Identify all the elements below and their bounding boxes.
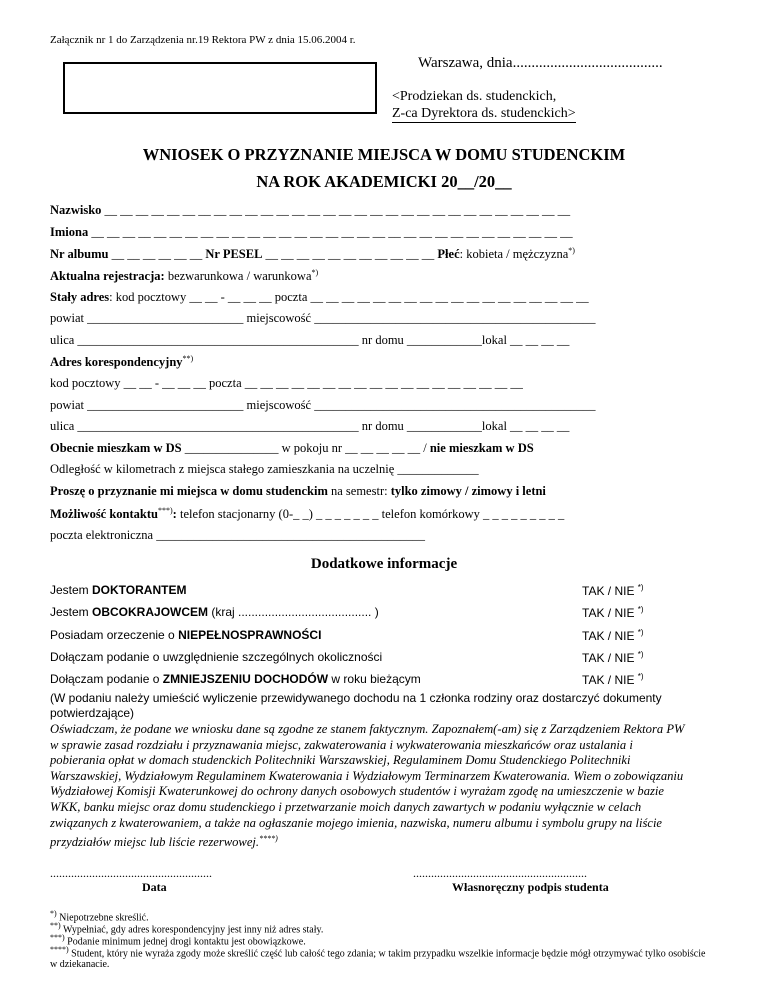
yes-no-option[interactable]: TAK / NIE <box>582 584 638 598</box>
stamp-box[interactable] <box>63 62 377 114</box>
names-row[interactable] <box>50 225 573 240</box>
income-reduction-label: ZMNIEJSZENIU DOCHODÓW <box>162 672 329 686</box>
footnote-text: Wypełniać, gdy adres korespondencyjny jest inny niż adres stały. <box>60 924 324 936</box>
date-label: Data <box>142 880 167 894</box>
permanent-street-row[interactable]: ulica _____________________________________________ nr domu ____________lokal __ __ __ __ <box>50 333 570 347</box>
permanent-postal-field[interactable]: : kod pocztowy __ __ - __ __ __ poczta __ __ __ __ __ __ __ __ __ __ __ __ __ __ __ __ __ __ <box>109 290 589 304</box>
ids-row[interactable] <box>50 246 575 262</box>
contact-label: Możliwość kontaktu <box>50 507 158 522</box>
sex-options[interactable]: : kobieta / mężczyzna <box>459 247 569 262</box>
footnote-mark: *) <box>568 246 575 255</box>
disability-label: NIEPEŁNOSPRAWNOŚCI <box>178 628 322 642</box>
semester-options[interactable]: tylko zimowy / zimowy i letni <box>390 484 546 498</box>
footnote-4 <box>50 944 710 970</box>
row-label: Dołączam podanie o <box>50 672 163 686</box>
date-line[interactable]: ...................................................... <box>50 866 212 880</box>
footnote-mark: *) <box>637 650 644 659</box>
correspondence-address-heading <box>50 354 193 370</box>
additional-info-heading: Dodatkowe informacje <box>310 556 458 572</box>
footnote-mark: **) <box>50 921 61 930</box>
attachment-note: Załącznik nr 1 do Zarządzenia nr.19 Rektora PW z dnia 15.06.2004 r. <box>50 34 356 46</box>
country-field[interactable]: (kraj ........................................ ) <box>208 605 379 619</box>
income-reduction-answer[interactable] <box>582 672 644 687</box>
yes-no-option[interactable]: TAK / NIE <box>582 629 638 643</box>
form-title-line-2: NA ROK AKADEMICKI 20__/20__ <box>256 172 512 191</box>
request-label: Proszę o przyznanie mi miejsca w domu studenckim <box>50 484 328 498</box>
footnote-mark: *) <box>637 605 644 614</box>
phone-fields[interactable]: telefon stacjonarny (0-_ _) _ _ _ _ _ _ _ telefon komórkowy _ _ _ _ _ _ _ _ _ <box>176 507 565 522</box>
semester-row[interactable] <box>50 484 546 499</box>
yes-no-option[interactable]: TAK / NIE <box>582 606 638 620</box>
foreigner-answer[interactable] <box>582 605 644 620</box>
footnote-mark: ****) <box>50 945 69 954</box>
doctoral-row <box>50 583 186 597</box>
footnote-mark: *) <box>50 909 57 918</box>
email-row[interactable]: poczta elektroniczna ___________________________________________ <box>50 528 425 542</box>
pesel-field[interactable]: __ __ __ __ __ __ __ __ __ __ __ <box>265 247 435 262</box>
income-note: (W podaniu należy umieścić wyliczenie przewidywanego dochodu na 1 członka rodziny oraz dostarczyć dokumenty potwierdzające) <box>50 691 662 720</box>
permanent-county-row[interactable]: powiat _________________________ miejscowość _____________________________________________ <box>50 311 596 325</box>
surname-row[interactable] <box>50 203 570 218</box>
footnote-mark: ***) <box>50 933 65 942</box>
footnote-text: Niepotrzebne skreślić. <box>56 912 149 924</box>
yes-no-option[interactable]: TAK / NIE <box>582 651 638 665</box>
contact-colon: : <box>172 507 177 522</box>
distance-row[interactable]: Odległość w kilometrach z miejsca stałego zamieszkania na uczelnię _____________ <box>50 462 479 476</box>
dormitory-field[interactable]: _______________ w pokoju nr __ __ __ __ __ / <box>181 441 430 455</box>
addressee-line-2: Z-ca Dyrektora ds. studenckich> <box>392 106 576 121</box>
names-field[interactable]: __ __ __ __ __ __ __ __ __ __ __ __ __ __ __ __ __ __ __ __ __ __ __ __ __ __ __ __ __ __ __ <box>91 225 573 239</box>
footnote-mark: *) <box>637 628 644 637</box>
contact-row[interactable] <box>50 506 564 522</box>
footnote-mark: ***) <box>158 506 173 515</box>
disability-row <box>50 628 321 642</box>
special-circumstances-row: Dołączam podanie o uwzględnienie szczególnych okoliczności <box>50 650 383 664</box>
dormitory-row[interactable] <box>50 441 534 456</box>
footnote-mark: ****) <box>259 834 278 844</box>
income-reduction-row <box>50 672 421 686</box>
declaration-text <box>50 722 690 851</box>
registration-options[interactable]: bezwarunkowa / warunkowa <box>164 269 312 284</box>
row-label: Posiadam orzeczenie o <box>50 628 179 642</box>
signature-label: Własnoręczny podpis studenta <box>452 880 609 894</box>
correspondence-county-row[interactable]: powiat _________________________ miejscowość _____________________________________________ <box>50 398 596 412</box>
row-label: Jestem <box>50 583 93 597</box>
sex-label: Płeć <box>437 247 460 262</box>
registration-label: Aktualna rejestracja: <box>50 269 165 284</box>
surname-label: Nazwisko <box>50 203 102 217</box>
permanent-address-row[interactable] <box>50 290 589 305</box>
correspondence-street-row[interactable]: ulica _____________________________________________ nr domu ____________lokal __ __ __ __ <box>50 419 570 433</box>
row-suffix: w roku bieżącym <box>328 672 421 686</box>
album-label: Nr albumu <box>50 247 109 262</box>
footnote-mark: *) <box>311 268 319 277</box>
permanent-address-label: Stały adres <box>50 290 110 304</box>
row-label: Jestem <box>50 605 93 619</box>
registration-row[interactable] <box>50 268 318 284</box>
album-field[interactable]: __ __ __ __ __ __ <box>111 247 203 262</box>
foreigner-label: OBCOKRAJOWCEM <box>92 605 209 619</box>
not-in-dormitory-option[interactable]: nie mieszkam w DS <box>429 441 534 455</box>
doctoral-answer[interactable] <box>582 583 644 598</box>
foreigner-row <box>50 605 379 619</box>
semester-text: na semestr: <box>327 484 391 498</box>
footnote-text: Student, który nie wyraża zgody może skreślić część lub całość tego zdania; w takim przypadku wszelkie informacje będzie mógł otrzymywać tylko osobiście w dziekanacie. <box>50 948 706 971</box>
pesel-label: Nr PESEL <box>205 247 263 262</box>
footnote-mark: *) <box>637 672 644 681</box>
footnote-text: Podanie minimum jednej drogi kontaktu jest obowiązkowe. <box>64 936 306 948</box>
dormitory-label: Obecnie mieszkam w DS <box>50 441 182 455</box>
special-circumstances-answer[interactable] <box>582 650 644 665</box>
footnote-mark: *) <box>637 583 644 592</box>
signature-line[interactable]: .......................................................... <box>413 866 587 880</box>
disability-answer[interactable] <box>582 628 644 643</box>
correspondence-label: Adres korespondencyjny <box>50 355 183 370</box>
addressee-line-1: <Prodziekan ds. studenckich, <box>392 89 557 104</box>
place-date-field[interactable]: Warszawa, dnia........................................ <box>418 55 663 71</box>
yes-no-option[interactable]: TAK / NIE <box>582 673 638 687</box>
surname-field[interactable]: __ __ __ __ __ __ __ __ __ __ __ __ __ __ __ __ __ __ __ __ __ __ __ __ __ __ __ __ __ __ <box>104 203 571 217</box>
correspondence-postal-row[interactable]: kod pocztowy __ __ - __ __ __ poczta __ __ __ __ __ __ __ __ __ __ __ __ __ __ __ __ __ __ <box>50 376 523 390</box>
names-label: Imiona <box>50 225 89 239</box>
form-title-line-1: WNIOSEK O PRZYZNANIE MIEJSCA W DOMU STUDENCKIM <box>142 145 626 164</box>
addressee <box>392 88 576 123</box>
declaration-body: Oświadczam, że podane we wniosku dane są zgodne ze stanem faktycznym. Zapoznałem(-am) się z Zarządzeniem Rektora PW w sprawie zasad rozdziału i przyznawania miejsc, zakwaterowania i wykwaterowania mieszkańców oraz ustalania i pobierania opłat w domach studenckich Politechniki Warszawskiej, Regulaminem Domu Studenckiego Politechniki Warszawskiej, Wydziałowym Regulaminem Kwaterowania i Wydziałowym Terminarzem Kwaterowania. Wiem o zobowiązaniu Wydziałowej Komisji Kwaterunkowej do ochrony danych osobowych studentów i wyrażam zgodę na umieszczenie w bazie WKK, banku miejsc oraz domu studenckiego i przetwarzanie moich danych zawartych w podaniu wyłącznie w celach związanych z kwaterowaniem, a także na ogłaszanie mojego imienia, nazwiska, numeru albumu i symbolu grupy na liście przydziałów miejsc lub liście rezerwowej. <box>50 722 685 850</box>
footnote-mark: **) <box>182 354 194 363</box>
doctoral-label: DOKTORANTEM <box>92 583 187 597</box>
